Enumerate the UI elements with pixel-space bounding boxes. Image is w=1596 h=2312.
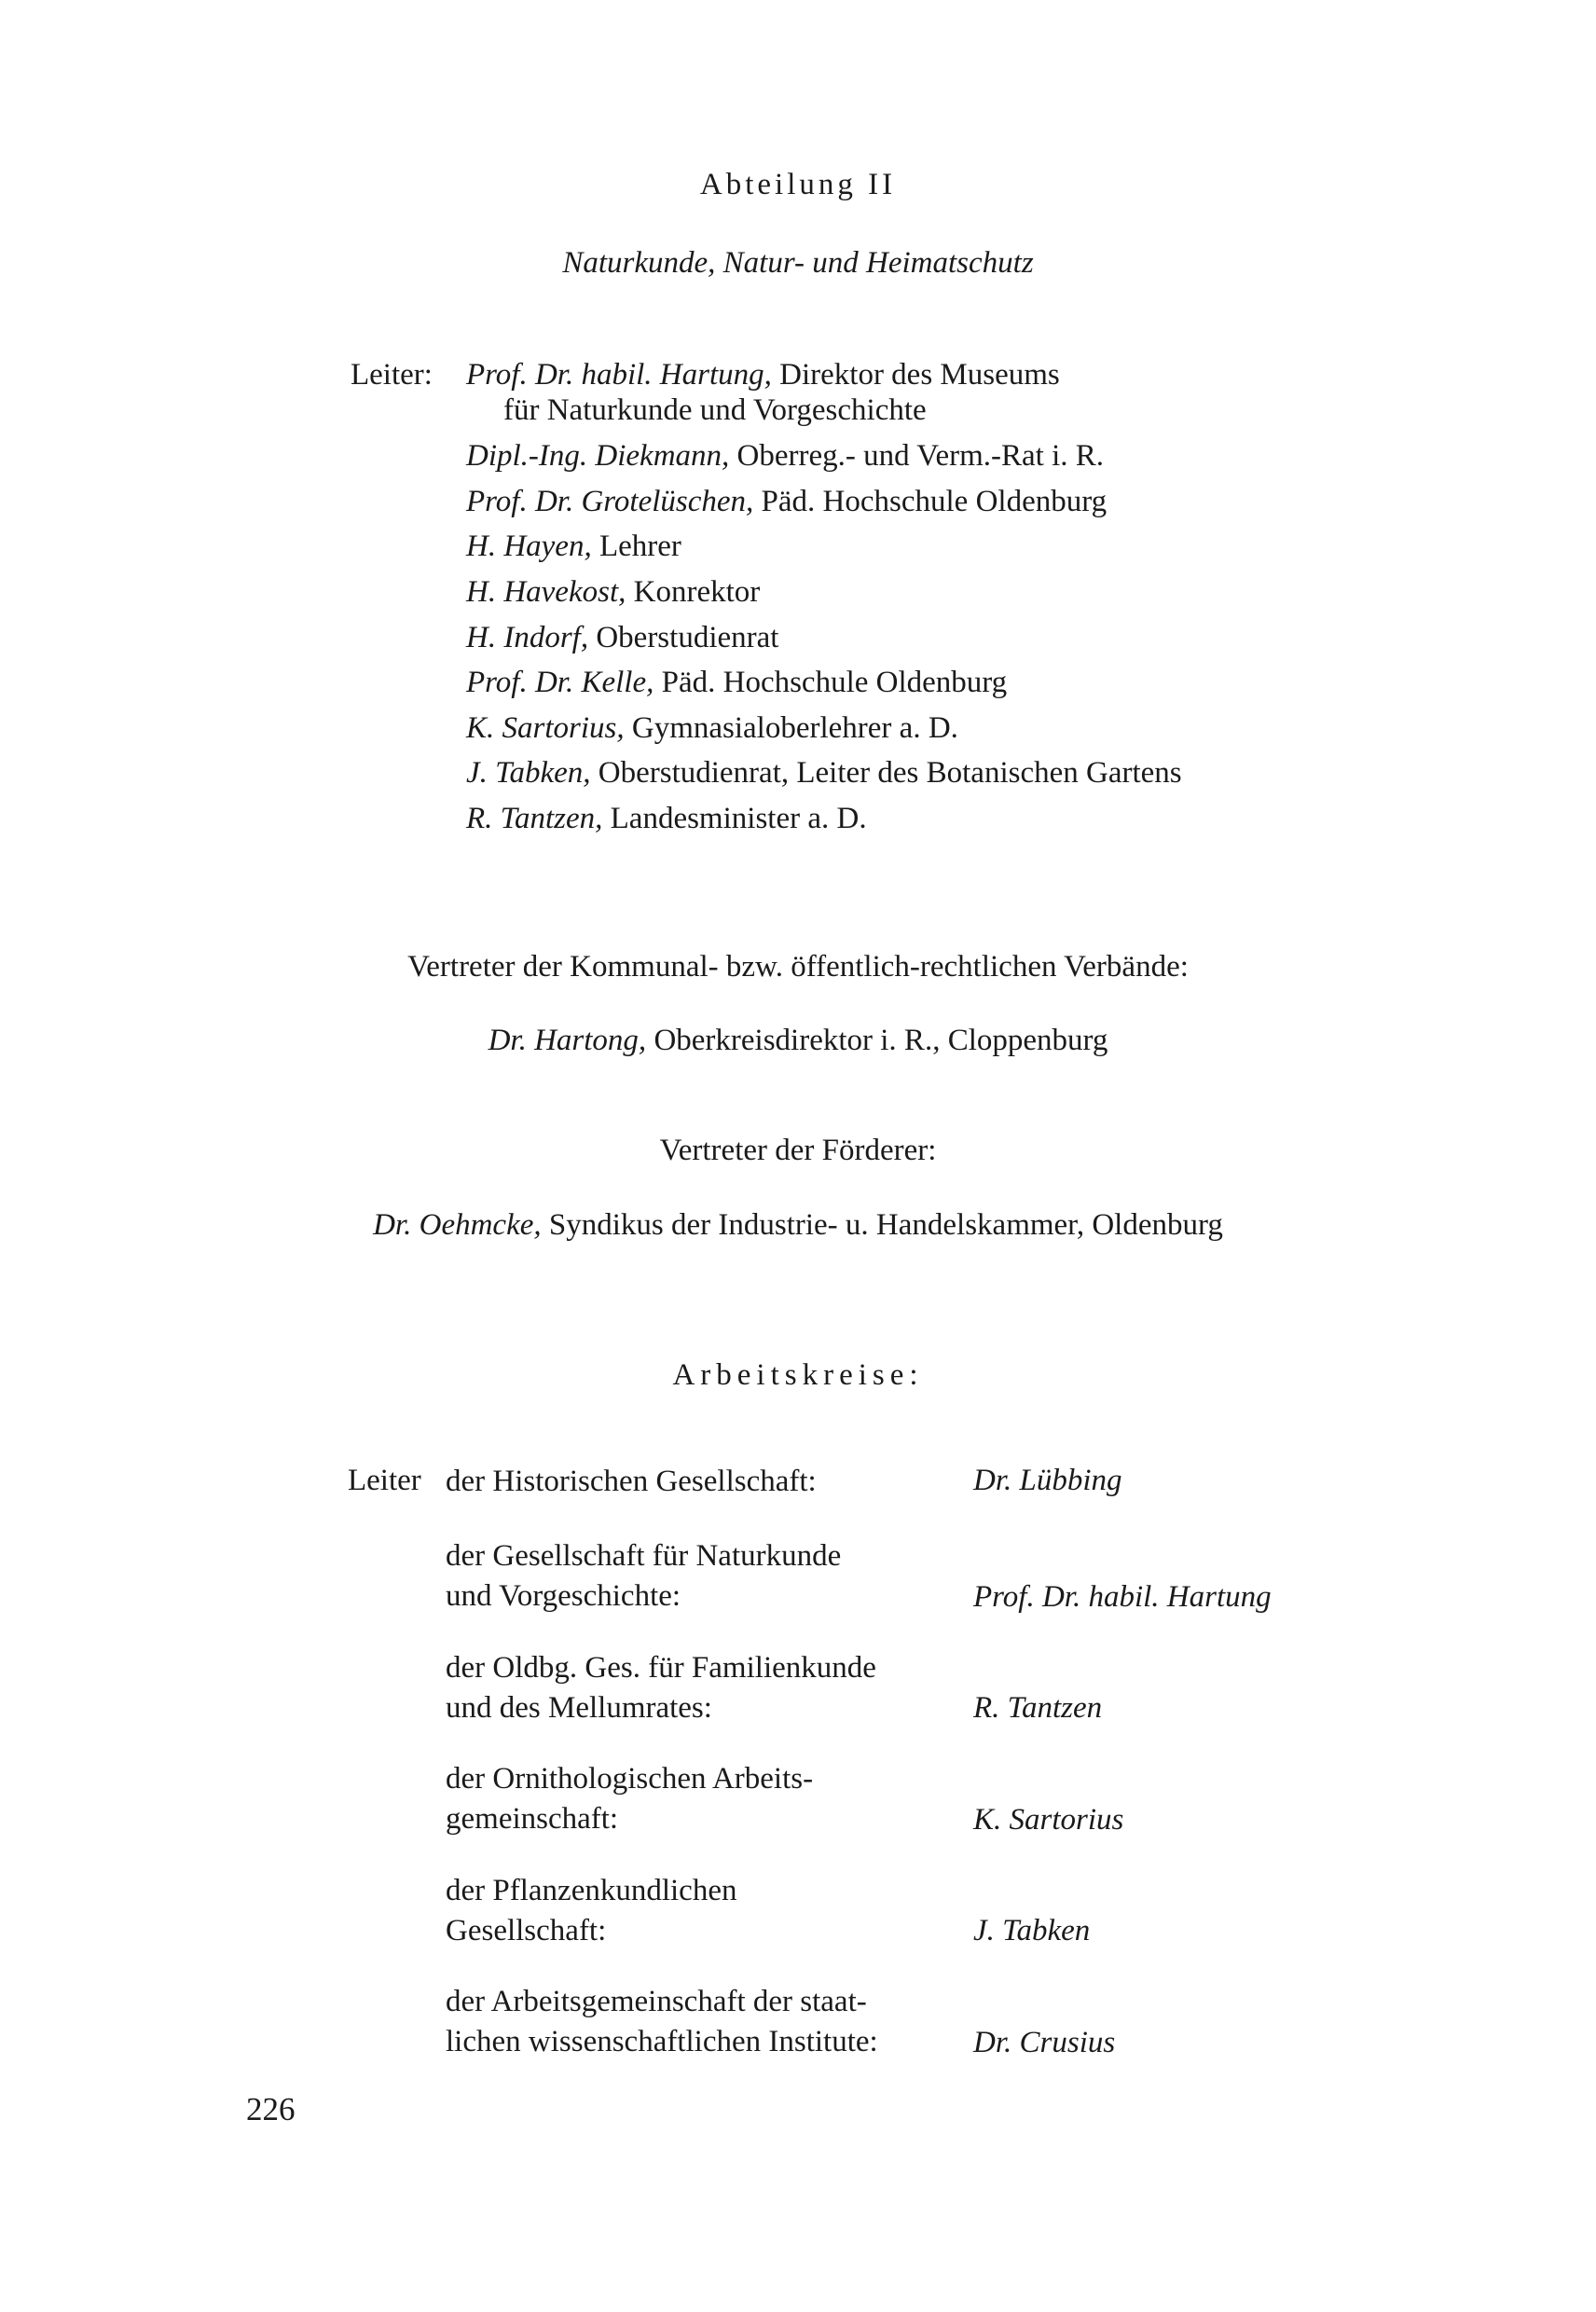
group-name-continuation: Gesellschaft: [446, 1914, 607, 1947]
working-group [446, 1648, 876, 1728]
group-name-continuation: gemeinschaft: [446, 1802, 619, 1836]
section-subheading: Naturkunde, Natur- und Heimatschutz [562, 246, 1034, 280]
member-role: Lehrer [598, 530, 681, 563]
leiter-member [466, 531, 681, 562]
kommunal-heading: Vertreter der Kommunal- bzw. öffentlich-rechtlichen Verbände: [407, 950, 1189, 984]
group-name: der Historischen Gesellschaft: [446, 1465, 817, 1498]
group-name: der Gesellschaft für Naturkunde [446, 1539, 842, 1573]
group-name-continuation: und des Mellumrates: [446, 1691, 712, 1725]
group-leader: R. Tantzen [973, 1691, 1103, 1725]
member-role: Konrektor [633, 575, 761, 609]
member-name: R. Tantzen, [466, 802, 603, 835]
member-name: H. Indorf, [466, 621, 589, 654]
group-name: der Ornithologischen Arbeits- [446, 1762, 814, 1796]
leiter-member [466, 441, 1104, 472]
group-name-continuation: und Vorgeschichte: [446, 1579, 681, 1613]
kommunal-representative [0, 1025, 1596, 1056]
member-name: J. Tabken, [466, 756, 591, 790]
group-leader: Dr. Lübbing [973, 1464, 1122, 1497]
representative-name: Dr. Oehmcke, [373, 1208, 542, 1242]
member-name: K. Sartorius, [466, 711, 625, 745]
member-role: Oberstudienrat, Leiter des Botanischen Gartens [598, 756, 1182, 790]
leiter-member [466, 487, 1107, 517]
section-heading: Abteilung II [699, 168, 897, 201]
arbeitskreise-leiter-label: Leiter [348, 1464, 421, 1497]
member-name: Prof. Dr. habil. Hartung, [466, 358, 772, 392]
representative-role: Syndikus der Industrie- u. Handelskammer, Oldenburg [548, 1208, 1223, 1242]
member-role: Oberstudienrat [596, 621, 779, 654]
working-group [446, 1536, 841, 1617]
member-role: Landesminister a. D. [610, 802, 867, 835]
group-name: der Oldbg. Ges. für Familienkunde [446, 1651, 876, 1685]
group-name: der Pflanzenkundlichen [446, 1874, 737, 1907]
working-group [446, 1759, 813, 1839]
foerderer-heading: Vertreter der Förderer: [659, 1134, 937, 1167]
group-name-continuation: lichen wissenschaftlichen Institute: [446, 2025, 878, 2058]
working-group [446, 1871, 736, 1951]
arbeitskreise-heading: Arbeitskreise: [672, 1358, 924, 1392]
member-name: Prof. Dr. Kelle, [466, 666, 654, 699]
group-leader: K. Sartorius [973, 1803, 1124, 1837]
working-group [446, 1462, 817, 1502]
group-leader: Prof. Dr. habil. Hartung [973, 1580, 1272, 1614]
member-role: Direktor des Museums [779, 358, 1060, 392]
group-name: der Arbeitsgemeinschaft der staat- [446, 1985, 867, 2018]
member-role: Päd. Hochschule Oldenburg [761, 485, 1108, 518]
page-number: 226 [246, 2091, 296, 2127]
leiter-member [466, 623, 778, 654]
foerderer-representative [0, 1210, 1596, 1241]
leiter-member [466, 577, 760, 608]
member-role: Oberreg.- und Verm.-Rat i. R. [736, 439, 1105, 473]
group-leader: J. Tabken [973, 1914, 1091, 1947]
leiter-member [466, 804, 867, 834]
member-name: Dipl.-Ing. Diekmann, [466, 439, 730, 473]
member-name: Prof. Dr. Grotelüschen, [466, 485, 754, 518]
leiter-member [466, 360, 1060, 391]
representative-role: Oberkreisdirektor i. R., Cloppenburg [654, 1024, 1108, 1057]
member-name: H. Hayen, [466, 530, 592, 563]
member-role: Gymnasialoberlehrer a. D. [631, 711, 958, 745]
member-name: H. Havekost, [466, 575, 626, 609]
leiter-member [466, 667, 1007, 698]
leiter-label: Leiter: [351, 358, 433, 392]
leiter-member [466, 713, 958, 744]
leiter-member [466, 758, 1182, 789]
working-group [446, 1982, 878, 2062]
group-leader: Dr. Crusius [973, 2026, 1116, 2059]
member-role: Päd. Hochschule Oldenburg [661, 666, 1008, 699]
representative-name: Dr. Hartong, [488, 1024, 647, 1057]
leiter-member-continuation: für Naturkunde und Vorgeschichte [503, 393, 927, 427]
